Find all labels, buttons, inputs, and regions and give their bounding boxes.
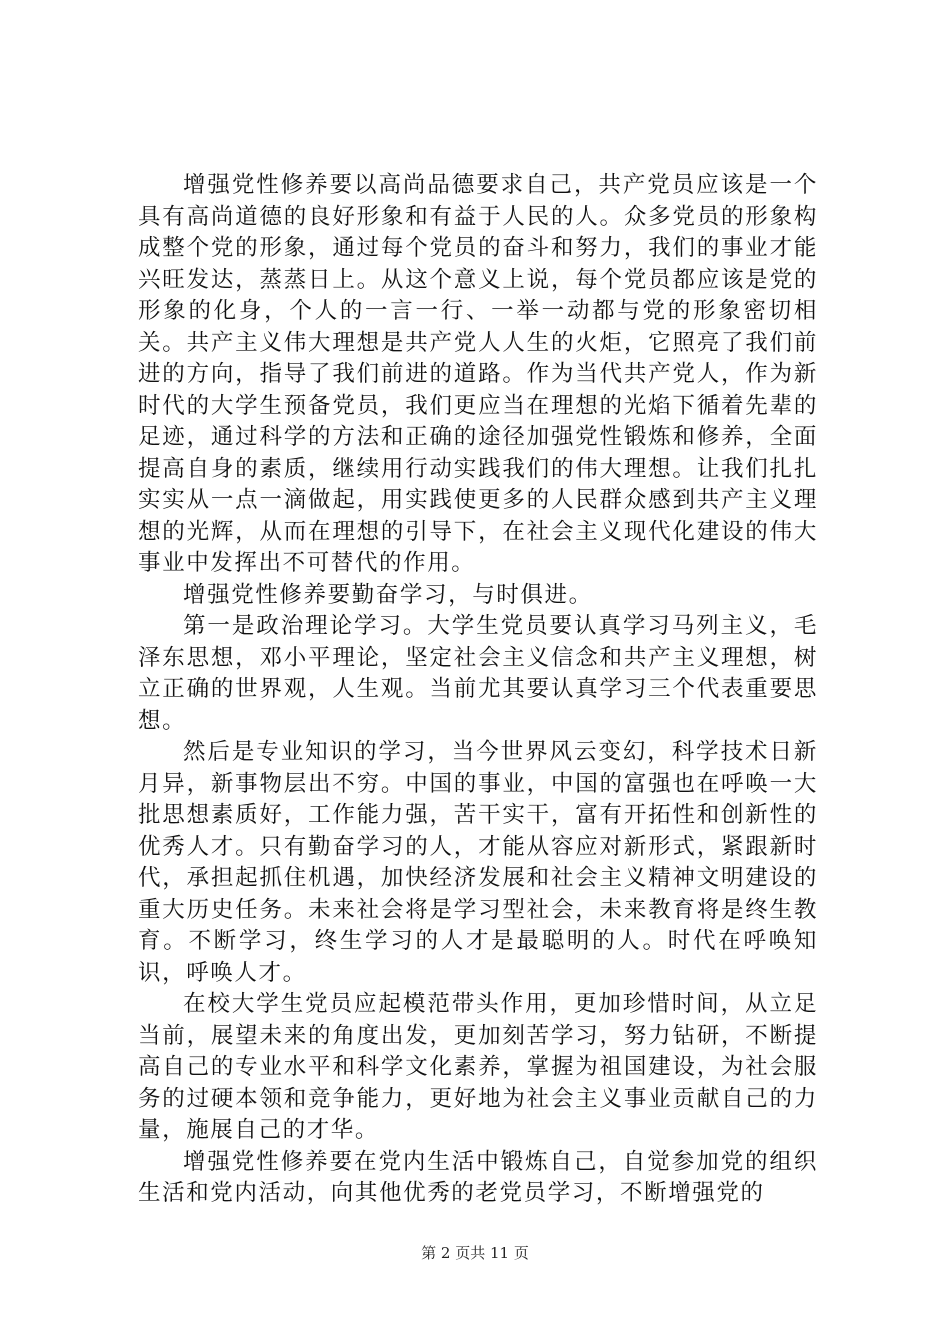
paragraph: 增强党性修养要在党内生活中锻炼自己，自觉参加党的组织生活和党内活动，向其他优秀的老党员学习，不断增强党的 bbox=[138, 1148, 818, 1206]
paragraph: 第一是政治理论学习。大学生党员要认真学习马列主义，毛泽东思想，邓小平理论，坚定社会主义信念和共产主义理想，树立正确的世界观，人生观。当前尤其要认真学习三个代表重要思想。 bbox=[138, 613, 818, 734]
paragraph: 在校大学生党员应起模范带头作用，更加珍惜时间，从立足当前，展望未来的角度出发，更加刻苦学习，努力钻研，不断提高自己的专业水平和科学文化素养，掌握为祖国建设，为社会服务的过硬本领和竞争能力，更好地为社会主义事业贡献自己的力量，施展自己的才华。 bbox=[138, 991, 818, 1143]
paragraph: 增强党性修养要勤奋学习，与时俱进。 bbox=[183, 581, 593, 608]
page-total: 共 11 页 bbox=[470, 1244, 529, 1262]
page-number: 第 2 页 bbox=[421, 1244, 471, 1262]
paragraph: 然后是专业知识的学习，当今世界风云变幻，科学技术日新月异，新事物层出不穷。中国的事业，中国的富强也在呼唤一大批思想素质好，工作能力强，苦干实干，富有开拓性和创新性的优秀人才。只有勤奋学习的人，才能从容应对新形式，紧跟新时代，承担起抓住机遇，加快经济发展和社会主义精神文明建设的重大历史任务。未来社会将是学习型社会，未来教育将是终生教育。不断学习，终生学习的人才是最聪明的人。时代在呼唤知识，呼唤人才。 bbox=[138, 739, 818, 986]
paragraph: 增强党性修养要以高尚品德要求自己，共产党员应该是一个具有高尚道德的良好形象和有益于人民的人。众多党员的形象构成整个党的形象，通过每个党员的奋斗和努力，我们的事业才能兴旺发达，蒸蒸日上。从这个意义上说，每个党员都应该是党的形象的化身，个人的一言一行、一举一动都与党的形象密切相关。共产主义伟大理想是共产党人人生的火炬，它照亮了我们前进的方向，指导了我们前进的道路。作为当代共产党人，作为新时代的大学生预备党员，我们更应当在理想的光焰下循着先辈的足迹，通过科学的方法和正确的途径加强党性锻炼和修养，全面提高自身的素质，继续用行动实践我们的伟大理想。让我们扎扎实实从一点一滴做起，用实践使更多的人民群众感到共产主义理想的光辉，从而在理想的引导下，在社会主义现代化建设的伟大事业中发挥出不可替代的作用。 bbox=[138, 172, 818, 576]
page-footer bbox=[0, 1243, 950, 1263]
document-body bbox=[138, 170, 818, 1210]
